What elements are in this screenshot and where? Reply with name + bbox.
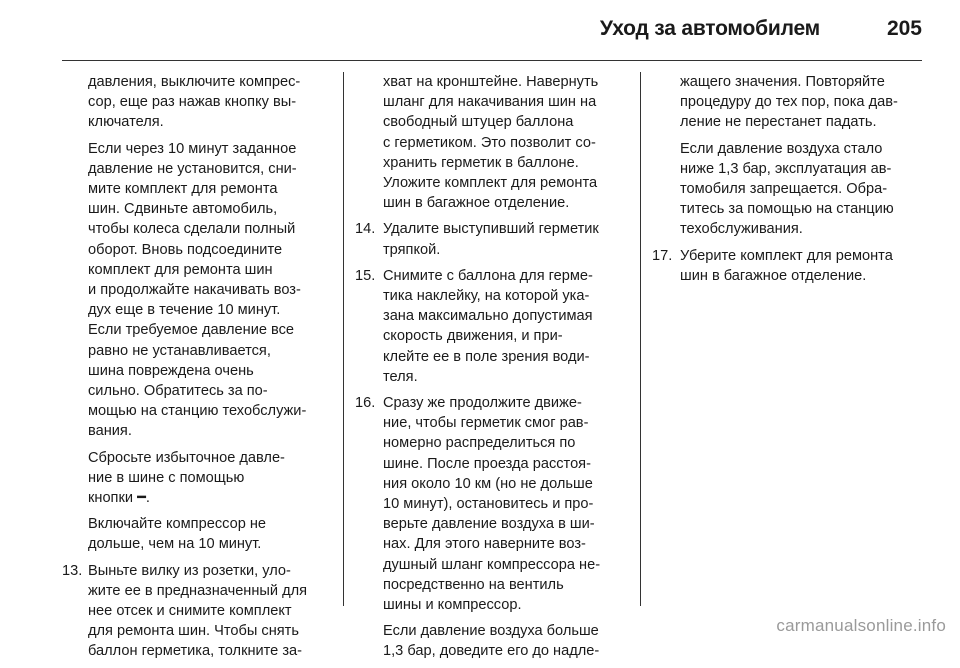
text-line: Снимите с баллона для герме- — [383, 267, 593, 284]
watermark: carmanualsonline.info — [776, 616, 946, 635]
text-line: шланг для накачивания шин на — [383, 94, 597, 111]
text-fragment: . — [145, 490, 150, 507]
text-line: Включайте компрессор не — [88, 516, 267, 533]
text-line: мощью на станцию техобслужи- — [88, 403, 307, 420]
text-line: Уберите комплект для ремонта — [680, 247, 893, 264]
text-line: посредственно на вентиль — [383, 576, 564, 593]
paragraph — [88, 72, 330, 133]
text-line: Если давление воздуха стало — [680, 140, 883, 157]
list-item-text — [680, 246, 922, 286]
paragraph — [680, 72, 922, 133]
text-line: хранить герметик в баллоне. — [383, 154, 579, 171]
header-divider — [62, 60, 922, 61]
text-line: Уложите комплект для ремонта — [383, 175, 598, 192]
text-line: Если давление воздуха больше — [383, 623, 599, 640]
text-fragment: кнопки — [88, 490, 138, 507]
text-line: процедуру до тех пор, пока дав- — [680, 94, 898, 111]
column-3 — [652, 72, 922, 292]
paragraph-lines — [88, 448, 330, 488]
list-item-number: 17. — [652, 247, 673, 264]
paragraph — [680, 139, 922, 240]
text-line: шины и компрессор. — [383, 597, 522, 614]
list-item-15 — [355, 266, 627, 387]
text-line: для ремонта шин. Чтобы снять — [88, 623, 299, 640]
text-line: с герметиком. Это позволит со- — [383, 134, 596, 151]
text-line: ние, чтобы герметик смог рав- — [383, 415, 589, 432]
text-line: хват на кронштейне. Навернуть — [383, 74, 599, 90]
text-line: техобслуживания. — [680, 221, 803, 238]
list-item-number: 13. — [62, 562, 83, 579]
text-line: нее отсек и снимите комплект — [88, 603, 292, 620]
text-line — [88, 488, 330, 508]
text-line: тика наклейку, на которой ука- — [383, 288, 590, 305]
text-line: нах. Для этого наверните воз- — [383, 536, 586, 553]
text-line: и продолжайте накачивать воз- — [88, 282, 301, 299]
text-line: шин. Сдвиньте автомобиль, — [88, 201, 278, 218]
column-1 — [62, 72, 330, 668]
text-line: зана максимально допустимая — [383, 308, 593, 325]
page-title: Уход за автомобилем — [599, 17, 820, 40]
text-line: сильно. Обратитесь за по- — [88, 383, 268, 400]
text-line: чтобы колеса сделали полный — [88, 221, 296, 238]
text-line: номерно распределиться по — [383, 435, 576, 452]
text-line: шина повреждена очень — [88, 362, 254, 379]
text-line: ние в шине с помощью — [88, 469, 245, 486]
text-line: давление не установится, сни- — [88, 160, 297, 177]
page-header — [0, 0, 960, 62]
column-divider-1 — [343, 72, 344, 606]
text-line: томобиля запрещается. Обра- — [680, 181, 888, 198]
list-item-17 — [652, 246, 922, 286]
list-item-number: 16. — [355, 395, 376, 412]
text-line: Если требуемое давление все — [88, 322, 295, 339]
text-line: комплект для ремонта шин — [88, 261, 273, 278]
text-line: оборот. Вновь подсоедините — [88, 241, 283, 258]
text-line: душный шланг компрессора не- — [383, 556, 601, 573]
text-line: жите ее в предназначенный для — [88, 582, 308, 599]
list-item-text — [383, 219, 627, 259]
list-item-number: 14. — [355, 221, 376, 238]
paragraph — [383, 621, 627, 661]
paragraph — [88, 448, 330, 509]
text-line: мите комплект для ремонта — [88, 181, 278, 198]
list-item-number: 15. — [355, 267, 376, 284]
list-item-text — [383, 393, 627, 615]
list-item-text — [383, 266, 627, 387]
text-line: ния около 10 км (но не дольше — [383, 475, 593, 492]
text-line: ниже 1,3 бар, эксплуатация ав- — [680, 160, 892, 177]
text-line: дух еще в течение 10 минут. — [88, 302, 281, 319]
text-line: ключателя. — [88, 114, 164, 131]
list-item-text — [88, 561, 330, 662]
text-line: шин в багажное отделение. — [383, 195, 570, 212]
text-line: дольше, чем на 10 минут. — [88, 536, 262, 553]
text-line: верьте давление воздуха в ши- — [383, 516, 595, 533]
list-item-16 — [355, 393, 627, 615]
text-line: сор, еще раз нажав кнопку вы- — [88, 94, 297, 111]
text-line: шине. После проезда расстоя- — [383, 455, 591, 472]
text-line: баллон герметика, толкните за- — [88, 643, 303, 660]
text-line: вания. — [88, 423, 132, 440]
text-line: шин в багажное отделение. — [680, 267, 867, 284]
list-item-13 — [62, 561, 330, 662]
paragraph — [383, 72, 627, 213]
text-line: Если через 10 минут заданное — [88, 140, 297, 157]
text-line: давления, выключите компрес- — [88, 74, 301, 90]
text-line: Удалите выступивший герметик — [383, 221, 599, 238]
text-line: клейте ее в поле зрения води- — [383, 348, 590, 365]
text-line: свободный штуцер баллона — [383, 114, 574, 131]
minus-button-icon: ━ — [137, 490, 146, 507]
column-2 — [355, 72, 627, 668]
text-line: Сразу же продолжите движе- — [383, 395, 582, 412]
page-number: 205 — [886, 17, 922, 40]
paragraph — [88, 139, 330, 442]
text-line: 1,3 бар, доведите его до надле- — [383, 643, 600, 660]
text-line: теля. — [383, 368, 418, 385]
text-line: равно не устанавливается, — [88, 342, 271, 359]
text-line: ление не перестанет падать. — [680, 114, 877, 131]
text-line: титесь за помощью на станцию — [680, 201, 894, 218]
text-line: 10 минут), остановитесь и про- — [383, 496, 594, 513]
paragraph — [88, 514, 330, 554]
text-line: Выньте вилку из розетки, уло- — [88, 562, 291, 579]
text-line: Сбросьте избыточное давле- — [88, 449, 285, 466]
text-line: тряпкой. — [383, 241, 441, 258]
list-item-14 — [355, 219, 627, 259]
text-line: скорость движения, и при- — [383, 328, 563, 345]
text-line: жащего значения. Повторяйте — [680, 74, 885, 90]
column-divider-2 — [640, 72, 641, 606]
